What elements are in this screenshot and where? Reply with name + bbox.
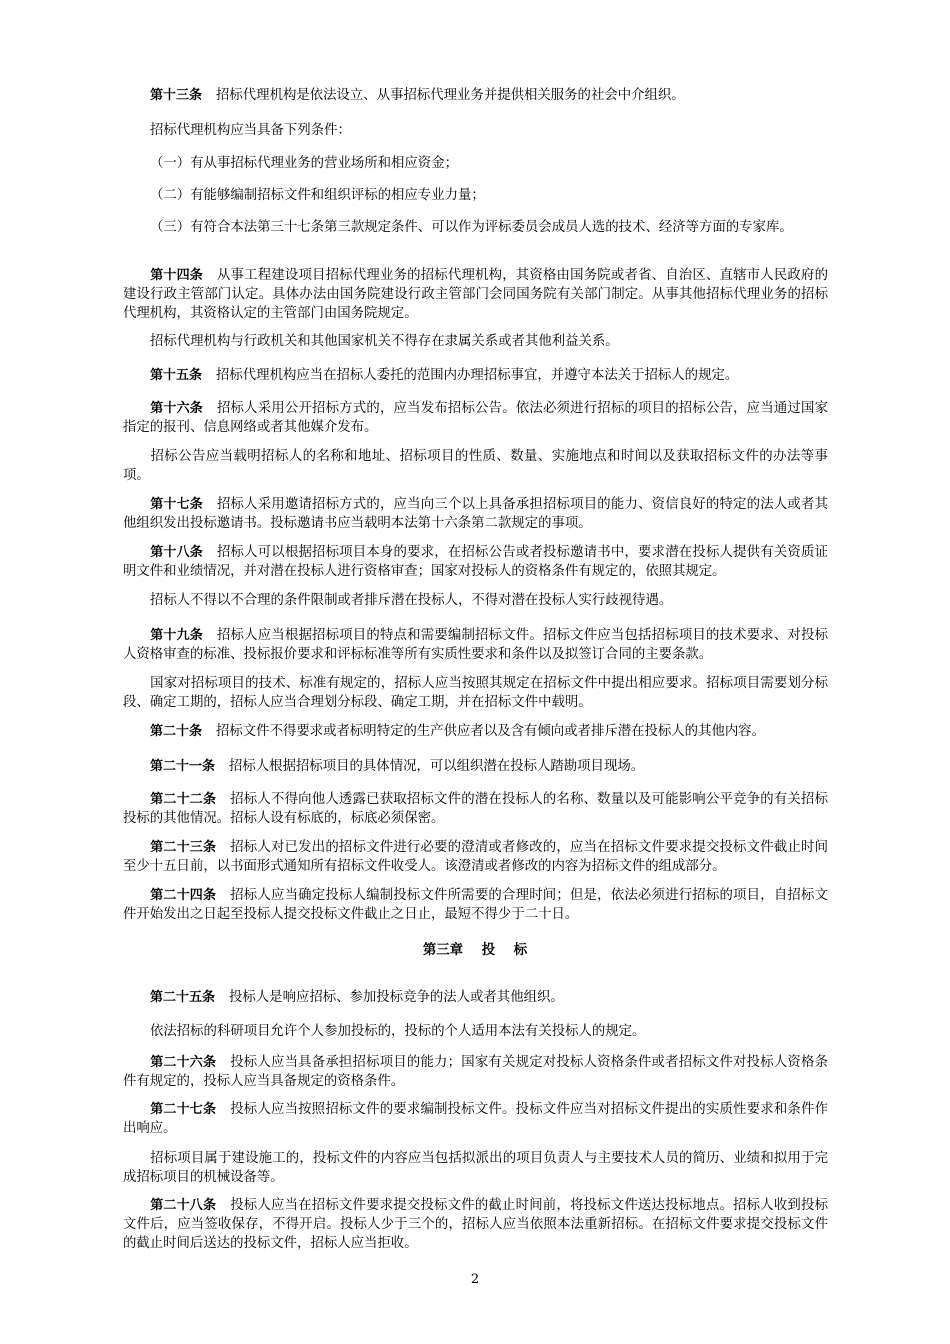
article-number: 第十七条 [150,497,203,512]
article-number: 第二十六条 [150,1055,217,1070]
body-paragraph [123,186,828,205]
paragraph-text: 招标人不得向他人透露已获取招标文件的潜在投标人的名称、数量以及可能影响公平竞争的有关招标投标的其他情况。招标人设有标底的，标底必须保密。 [123,792,828,826]
paragraph-text: 招标代理机构应当在招标人委托的范围内办理招标事宜，并遵守本法关于招标人的规定。 [216,368,739,383]
page-number: 2 [470,1272,480,1287]
article-number: 第十四条 [150,268,203,283]
paragraph-text: 招标人应当确定投标人编制投标文件所需要的合理时间；但是，依法必须进行招标的项目，自招标文件开始发出之日起至投标人提交投标文件截止之日止，最短不得少于二十日。 [123,888,828,922]
article-paragraph [123,1100,828,1138]
paragraph-text: 投标人应当具备承担招标项目的能力；国家有关规定对投标人资格条件或者招标文件对投标人资格条件有规定的，投标人应当具备规定的资格条件。 [123,1055,828,1089]
article-paragraph [123,495,828,533]
paragraph-text: （一）有从事招标代理业务的营业场所和相应资金； [150,156,458,171]
article-number: 第二十条 [150,724,203,739]
body-paragraph [123,591,828,610]
paragraph-text: 依法招标的科研项目允许个人参加投标的，投标的个人适用本法有关投标人的规定。 [150,1024,646,1039]
paragraph-text: 招标项目属于建设施工的，投标文件的内容应当包括拟派出的项目负责人与主要技术人员的简历、业绩和拟用于完成招标项目的机械设备等。 [123,1151,828,1185]
paragraph-text: 投标人应当在招标文件要求提交投标文件的截止时间前，将投标文件送达投标地点。招标人收到投标文件后，应当签收保存，不得开启。投标人少于三个的，招标人应当依照本法重新招标。在招标文件要求提交投标文件的截止时间后送达的投标文件，招标人应当拒收。 [123,1198,828,1251]
paragraph-text: 招标代理机构应当具备下列条件： [150,123,351,138]
paragraph-text: （二）有能够编制招标文件和组织评标的相应专业力量； [150,188,485,203]
body-paragraph [123,674,828,712]
article-paragraph [123,988,828,1007]
article-paragraph [123,86,828,105]
paragraph-text: 招标代理机构与行政机关和其他国家机关不得存在隶属关系或者其他利益关系。 [150,334,619,349]
article-number: 第二十二条 [150,792,217,807]
paragraph-text: 招标人应当根据招标项目的特点和需要编制招标文件。招标文件应当包括招标项目的技术要求、对投标人资格审查的标准、投标报价要求和评标标准等所有实质性要求和条件以及拟签订合同的主要条款。 [123,628,828,662]
article-paragraph [123,399,828,437]
body-paragraph [123,447,828,485]
paragraph-text: 投标人应当按照招标文件的要求编制投标文件。投标文件应当对招标文件提出的实质性要求和条件作出响应。 [123,1102,828,1136]
article-paragraph [123,543,828,581]
paragraph-text: 招标人对已发出的招标文件进行必要的澄清或者修改的，应当在招标文件要求提交投标文件截止时间至少十五日前，以书面形式通知所有招标文件收受人。该澄清或者修改的内容为招标文件的组成部分。 [123,840,828,874]
paragraph-text: 招标人根据招标项目的具体情况，可以组织潜在投标人踏勘项目现场。 [229,759,645,774]
article-number: 第二十五条 [150,990,216,1005]
paragraph-text: 国家对招标项目的技术、标准有规定的，招标人应当按照其规定在招标文件中提出相应要求。招标项目需要划分标段、确定工期的，招标人应当合理划分标段、确定工期，并在招标文件中载明。 [123,676,828,710]
article-number: 第二十八条 [150,1198,217,1213]
chapter-heading: 第三章 投 标 [422,943,528,958]
paragraph-text: 招标人采用公开招标方式的，应当发布招标公告。依法必须进行招标的项目的招标公告，应当通过国家指定的报刊、信息网络或者其他媒介发布。 [123,401,828,435]
paragraph-text: 招标人采用邀请招标方式的，应当向三个以上具备承担招标项目的能力、资信良好的特定的法人或者其他组织发出投标邀请书。投标邀请书应当载明本法第十六条第二款规定的事项。 [123,497,828,531]
article-paragraph [123,626,828,664]
body-paragraph [123,121,828,140]
article-number: 第二十四条 [150,888,217,903]
body-paragraph [123,1022,828,1041]
paragraph-text: 招标人不得以不合理的条件限制或者排斥潜在投标人，不得对潜在投标人实行歧视待遇。 [150,593,673,608]
paragraph-text: 投标人是响应招标、参加投标竞争的法人或者其他组织。 [229,990,564,1005]
paragraph-text: 从事工程建设项目招标代理业务的招标代理机构，其资格由国务院或者省、自治区、直辖市人民政府的建设行政主管部门认定。具体办法由国务院建设行政主管部门会同国务院有关部门制定。从事其他招标代理业务的招标代理机构，其资格认定的主管部门由国务院规定。 [123,268,828,321]
body-paragraph [123,1149,828,1187]
article-number: 第十五条 [150,368,203,383]
article-paragraph [123,838,828,876]
paragraph-text: 招标文件不得要求或者标明特定的生产供应者以及含有倾向或者排斥潜在投标人的其他内容。 [216,724,766,739]
article-paragraph [123,366,828,385]
body-paragraph [123,154,828,173]
article-number: 第十八条 [150,545,203,560]
paragraph-text: 招标人可以根据招标项目本身的要求，在招标公告或者投标邀请书中，要求潜在投标人提供有关资质证明文件和业绩情况，并对潜在投标人进行资格审查；国家对投标人的资格条件有规定的，依照其规定。 [123,545,828,579]
article-number: 第二十三条 [150,840,217,855]
paragraph-text: 招标公告应当载明招标人的名称和地址、招标项目的性质、数量、实施地点和时间以及获取招标文件的办法等事项。 [123,449,828,483]
article-paragraph [123,1053,828,1091]
article-paragraph [123,266,828,323]
body-paragraph [123,332,828,351]
article-paragraph [123,886,828,924]
paragraph-text: （三）有符合本法第三十七条第三款规定条件、可以作为评标委员会成员人选的技术、经济等方面的专家库。 [150,220,793,235]
article-paragraph [123,1196,828,1253]
article-number: 第十六条 [150,401,203,416]
paragraph-text: 招标代理机构是依法设立、从事招标代理业务并提供相关服务的社会中介组织。 [216,88,685,103]
article-number: 第二十一条 [150,759,216,774]
article-number: 第二十七条 [150,1102,217,1117]
article-number: 第十三条 [150,88,203,103]
article-paragraph [123,722,828,741]
article-number: 第十九条 [150,628,203,643]
article-paragraph [123,790,828,828]
article-paragraph [123,757,828,776]
body-paragraph [123,218,828,237]
